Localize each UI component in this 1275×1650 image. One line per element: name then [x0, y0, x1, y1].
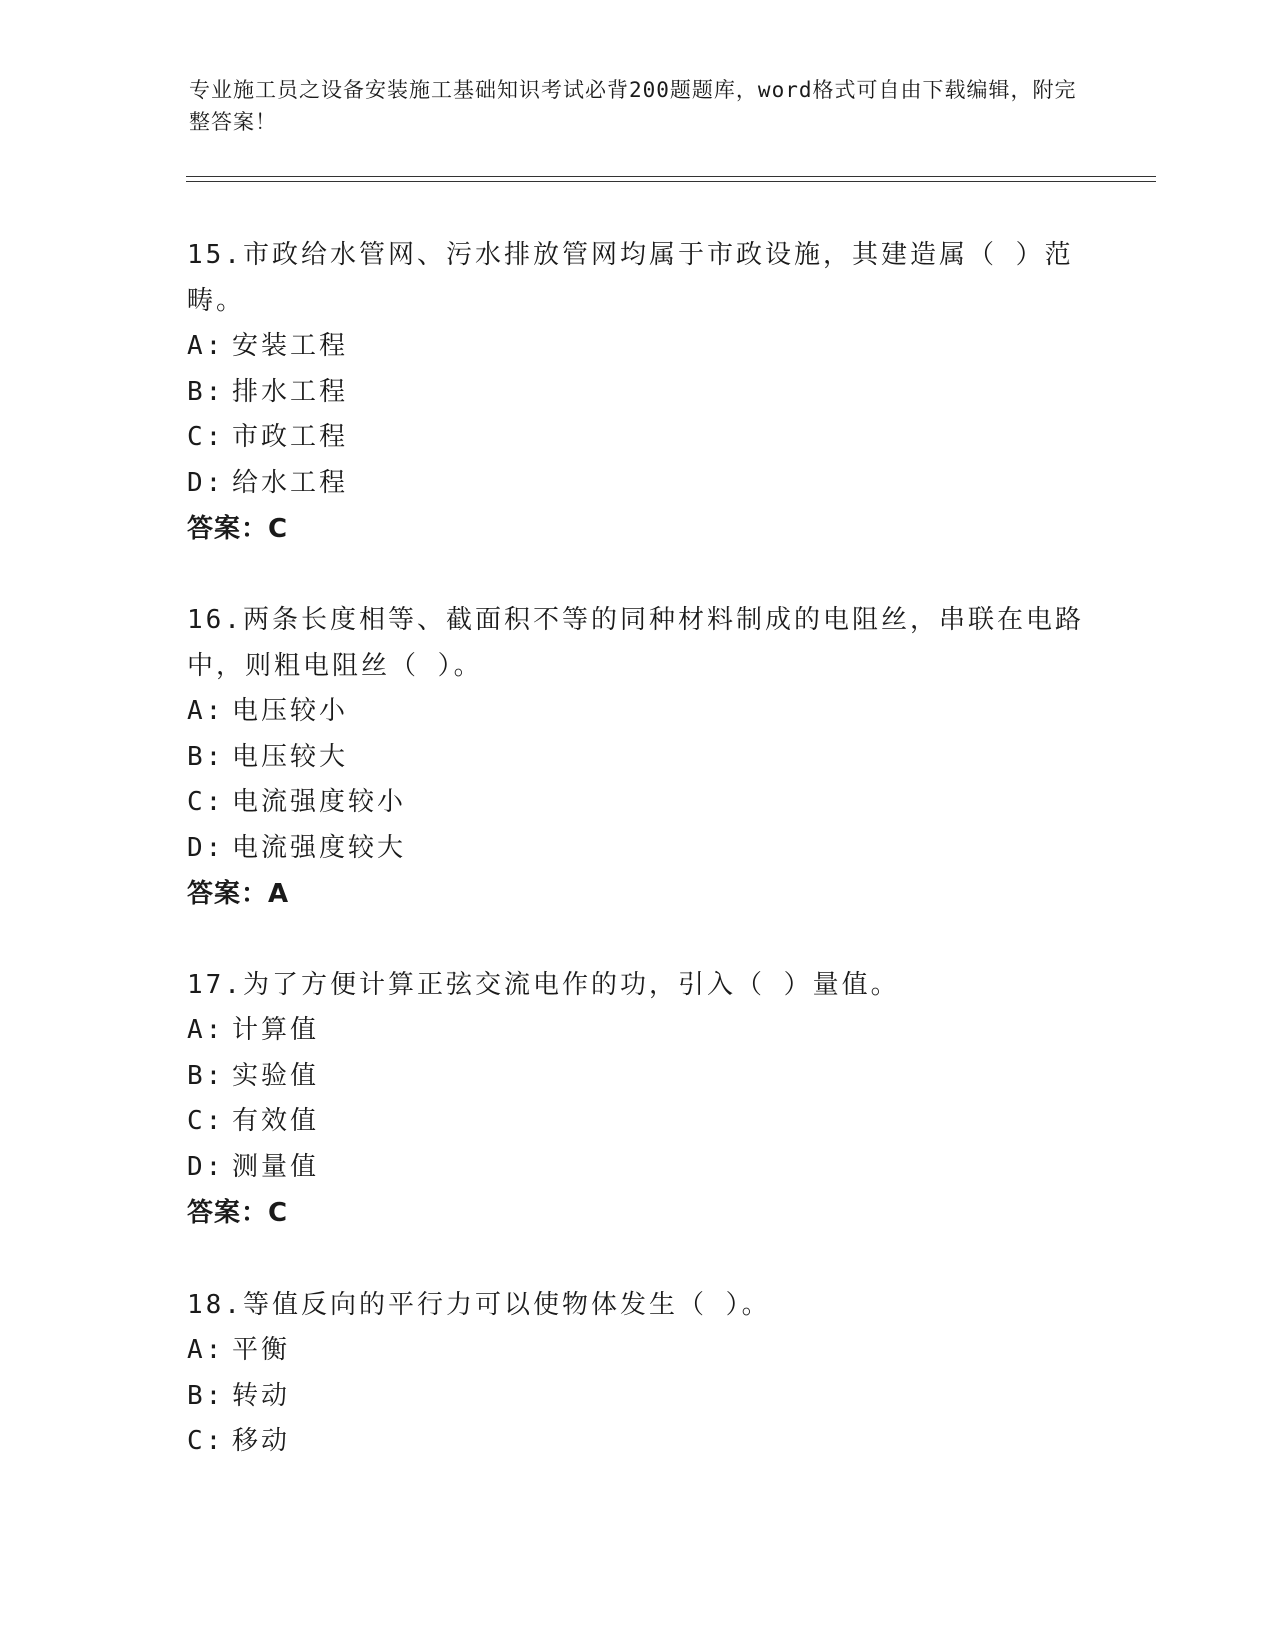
- option-text: 电流强度较小: [232, 787, 407, 817]
- option-a: [187, 1328, 1087, 1374]
- question-stem: 17.为了方便计算正弦交流电作的功，引入（ ）量值。: [187, 970, 900, 1000]
- option-text: 排水工程: [232, 376, 349, 407]
- option-letter: D:: [187, 467, 225, 498]
- option-letter: C:: [187, 1426, 225, 1456]
- option-text: 电流强度较大: [232, 832, 407, 863]
- question-15: [187, 232, 1087, 552]
- option-letter: B:: [187, 1380, 225, 1411]
- option-letter: C:: [187, 1106, 225, 1136]
- option-a: [187, 689, 1087, 735]
- option-a: [187, 324, 1087, 370]
- option-text: 平衡: [232, 1335, 291, 1365]
- option-letter: B:: [187, 376, 225, 407]
- option-c: [187, 1099, 1087, 1145]
- option-letter: A:: [187, 696, 225, 726]
- header-divider-top: [186, 176, 1156, 177]
- option-c: [187, 1419, 1087, 1465]
- header-divider-bottom: [186, 181, 1156, 182]
- option-letter: C:: [187, 422, 225, 452]
- option-letter: C:: [187, 787, 225, 817]
- option-letter: A:: [187, 331, 225, 361]
- document-header: 专业施工员之设备安装施工基础知识考试必背200题题库，word格式可自由下载编辑，附完整答案！: [189, 78, 1077, 134]
- option-text: 安装工程: [232, 331, 349, 361]
- question-stem: 16.两条长度相等、截面积不等的同种材料制成的电阻丝，串联在电路中，则粗电阻丝（ ）。: [187, 605, 1084, 681]
- option-letter: B:: [187, 1060, 225, 1091]
- question-stem: 18.等值反向的平行力可以使物体发生（ ）。: [187, 1290, 771, 1320]
- option-text: 给水工程: [232, 467, 349, 498]
- option-letter: D:: [187, 1151, 225, 1182]
- question-16: [187, 597, 1087, 917]
- option-text: 电压较大: [232, 741, 349, 772]
- answer-line: 答案：C: [187, 514, 289, 544]
- question-17: [187, 962, 1087, 1236]
- answer-line: 答案：C: [187, 1198, 289, 1228]
- option-b: [187, 370, 1087, 416]
- answer-line: 答案：A: [187, 879, 290, 909]
- option-d: [187, 1145, 1087, 1191]
- option-letter: A:: [187, 1335, 225, 1365]
- option-c: [187, 780, 1087, 826]
- option-b: [187, 1374, 1087, 1420]
- option-text: 转动: [232, 1380, 291, 1411]
- option-text: 计算值: [232, 1015, 320, 1045]
- option-text: 移动: [232, 1426, 291, 1456]
- question-18: [187, 1282, 1087, 1465]
- question-stem: 15.市政给水管网、污水排放管网均属于市政设施，其建造属（ ）范畴。: [187, 240, 1074, 316]
- option-text: 实验值: [232, 1060, 320, 1091]
- option-letter: D:: [187, 832, 225, 863]
- option-text: 市政工程: [232, 422, 349, 452]
- option-a: [187, 1008, 1087, 1054]
- option-c: [187, 415, 1087, 461]
- option-text: 测量值: [232, 1151, 320, 1182]
- option-b: [187, 1054, 1087, 1100]
- option-letter: B:: [187, 741, 225, 772]
- option-letter: A:: [187, 1015, 225, 1045]
- option-b: [187, 735, 1087, 781]
- option-text: 电压较小: [232, 696, 349, 726]
- option-text: 有效值: [232, 1106, 320, 1136]
- option-d: [187, 826, 1087, 872]
- option-d: [187, 461, 1087, 507]
